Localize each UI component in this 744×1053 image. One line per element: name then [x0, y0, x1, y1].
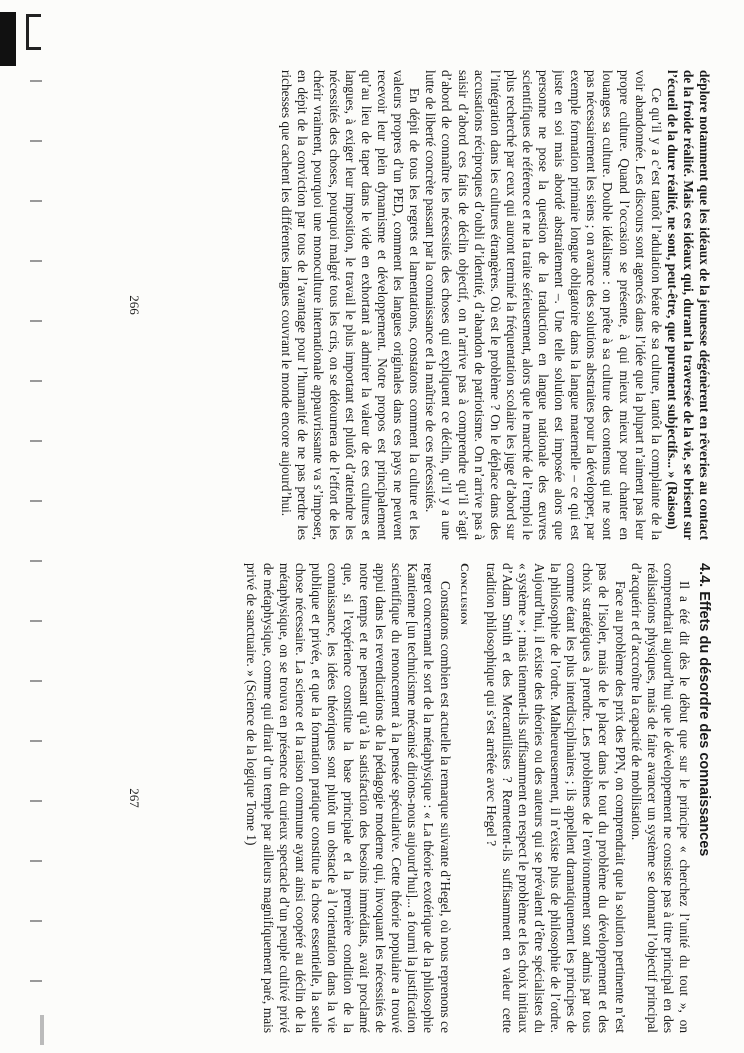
edge-mark	[30, 800, 42, 802]
edge-mark	[30, 260, 42, 262]
page-267	[120, 563, 712, 1033]
paragraph: Face au problème des prix des PPN, on comprendrait que la solution pertinente n’est pas de l’isoler, mais de le placer dans le tout du problème du développement et des choix stratégiques à prendre. Les problèmes de l’environnement sont admis par tous comme étant les plus interdisciplinaires ; ils appellent dramatiquement les principes de la philosophie de l’ordre. Malheureusement, il n’existe plus de philosophie de l’ordre. Aujourd’hui, il existe des théories ou des auteurs qui se prévalent d’être spécialistes du « système » ; mais tiennent-ils suffisamment en respect le problème et les choix initiaux d’Adam Smith et des Mercantilistes ? Remettent-ils suffisamment en valeur cette tradition philosophique qui s’est arrêtée avec Hegel ?	[483, 563, 628, 1033]
paragraph: déplore notamment que les idéaux de la jeunesse dégénèrent en rêveries au contact de la froide réalité. Mais ces idéaux qui, durant la traversée de la vie, se brisent sur l’écueil de la dure réalité, ne sont, peut-être, que purement subjectifs... » (Raison)	[664, 70, 712, 540]
edge-mark	[30, 200, 42, 202]
section-heading: 4.4. Effets du désordre des connaissances	[696, 563, 712, 857]
edge-mark	[30, 860, 42, 862]
page-266-text	[152, 70, 712, 540]
page-267-text	[152, 563, 712, 1033]
edge-mark	[30, 980, 42, 982]
conclusion-heading: Conclusion	[457, 563, 472, 626]
binding-bracket	[26, 14, 41, 50]
edge-mark	[30, 620, 42, 622]
punch-hole-marks	[30, 80, 44, 1040]
edge-mark	[30, 440, 42, 442]
edge-mark	[30, 500, 42, 502]
page-number: 266	[127, 295, 142, 315]
edge-mark	[30, 380, 42, 382]
paragraph: Il a été dit dès le début que sur le principe « cherchez l’unité du tout », on comprendrait aujourd’hui que le développement ne consiste pas à titre principal en des réalisations physiques, mais de faire avancer un système se donnant l’objectif principal d’acquérir et d’accroître la capacité de mobilisation.	[628, 563, 692, 1033]
edge-mark	[30, 920, 42, 922]
edge-mark	[30, 680, 42, 682]
paragraph: Constatons combien est actuelle la remarque suivante d’Hegel, où nous reprenons ce regret concernant le sort de la métaphysique : « La théorie exotérique de la philosophie Kantienne [un technicisme mécanisé dirions-nous aujourd’hui]... a fourni la justification scientifique du renoncement à la pensée spéculative. Cette théorie populaire a trouvé appui dans les revendications de la pédagogie moderne qui, invoquant les nécessités de notre temps et ne pensant qu’à la satisfaction des besoins immédiats, avait proclamé que, si l’expérience constitue la base principale et la première condition de la connaissance, les idées théoriques sont plutôt un obstacle à l’orientation dans la vie publique et privée, et que la formation pratique constitue la chose essentielle, la seule chose nécessaire. La science et la raison commune ayant ainsi coopéré au déclin de la métaphysique, on se trouva en présence du curieux spectacle d’un peuple cultivé privé de métaphysique, comme qui dirait d’un temple par ailleurs magnifiquement paré, mais privé de sanctuaire. » (Science de la logique Tome 1)	[244, 563, 453, 1033]
edge-mark	[30, 320, 42, 322]
edge-mark	[30, 560, 42, 562]
edge-mark	[30, 740, 42, 742]
bottom-notch	[40, 1015, 44, 1045]
edge-mark	[30, 80, 42, 82]
edge-mark	[30, 140, 42, 142]
page-number: 267	[127, 788, 142, 808]
paragraph: En dépit de tous les regrets et lamentations, constatons comment la culture et les valeurs propres d’un PED, comment les langues originales dans ces pays ne peuvent recevoir leur plein dynamisme et développement. Notre propos est principalement qu’au lieu de taper dans le vide en exhortant à admirer la valeur de ces cultures et langues, à exiger leur imposition, le travail le plus important est plutôt d’atteindre les nécessités des choses, pourquoi malgré tous les cris, on se détournera de l’effort de les chérir vraiment, pourquoi une monoculture internationale appauvrissante va s’imposer, en dépit de la conviction par tous de l’avantage pour l’humanité de ne pas perdre les richesses que cachent les différentes langues couvrant le monde encore aujourd’hui.	[278, 70, 423, 540]
paragraph: Ce qu’il y a c’est tantôt l’adulation béate de sa culture, tantôt la complainte de la voir abandonnée. Les discours sont agencés dans l’idée que la plupart n’aiment pas leur propre culture. Quand l’occasion se présente, à qui mieux mieux pour chanter en louanges sa culture. Double idéalisme : on prête à sa culture des contenus qui ne sont pas nécessairement les siens ; on avance des solutions abstraites pour la développer, par exemple formation primaire longue obligatoire dans la langue maternelle – ce qui est juste en soi mais abordé abstraitement –. Une telle solution est imposée alors que personne ne pose la question de la traduction en langue nationale des œuvres scientifiques de référence et ne la traite sérieusement, alors que le marché de l’emploi le plus recherché par ceux qui auront terminé la fréquentation scolaire les juge d’abord sur l’intégration dans les cultures étrangères. Où est le problème ? On le déplace dans des accusations réciproques d’oubli d’identité, d’abandon de patriotisme. On n’arrive pas à saisir d’abord ces faits de déclin objectif, on n’arrive pas à comprendre qu’il s’agit d’abord de connaître les nécessités des choses qui expliquent ce déclin, qu’il y a une lutte de liberté concrète passant par la connaissance et la maîtrise de ces nécessités.	[423, 70, 664, 540]
binding-mark	[0, 12, 16, 66]
page-266	[120, 70, 712, 540]
